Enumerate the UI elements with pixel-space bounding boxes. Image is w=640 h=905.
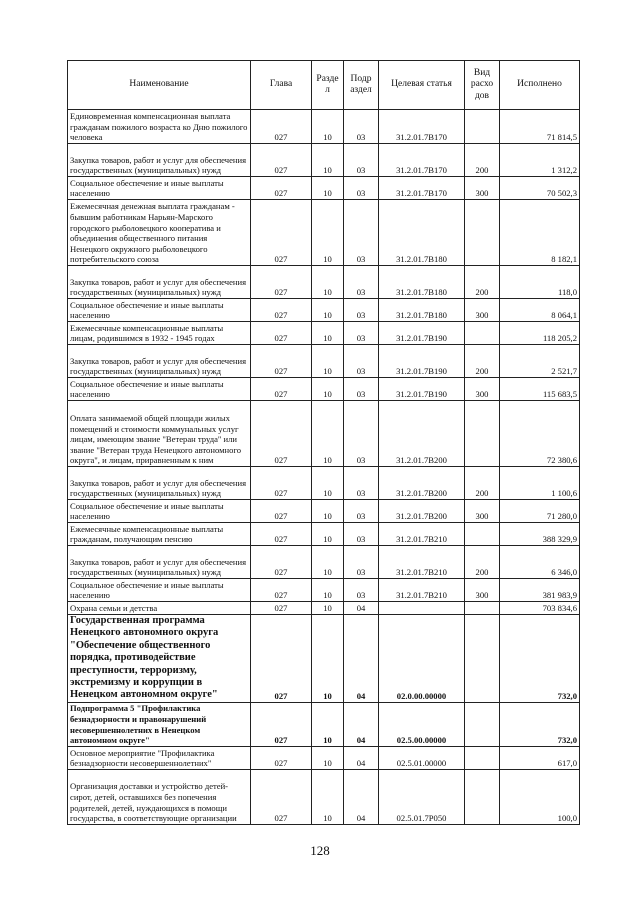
row-target: 31.2.01.7В190 [379,345,465,378]
row-name: Социальное обеспечение и иные выплаты населению [68,500,251,523]
table-row [68,177,580,200]
row-glava: 027 [251,401,312,467]
row-podrazdel: 03 [344,322,379,345]
row-name: Закупка товаров, работ и услуг для обеспечения государственных (муниципальных) нужд [68,144,251,177]
row-target [379,602,465,615]
row-vid [465,322,500,345]
row-glava: 027 [251,615,312,703]
row-sum: 71 280,0 [500,500,580,523]
row-glava: 027 [251,299,312,322]
row-vid [465,769,500,824]
row-glava: 027 [251,500,312,523]
row-podrazdel: 03 [344,177,379,200]
row-name: Закупка товаров, работ и услуг для обеспечения государственных (муниципальных) нужд [68,546,251,579]
row-sum: 8 182,1 [500,200,580,266]
row-razdel: 10 [312,615,344,703]
row-podrazdel: 03 [344,345,379,378]
table-row [68,746,580,769]
row-name: Социальное обеспечение и иные выплаты населению [68,378,251,401]
row-name: Ежемесячная денежная выплата гражданам - бывшим работникам Нарьян-Марского городского рыболовецкого кооператива и объединения общественного питания Ненецкого окружного рыболовецкого потребительского союза [68,200,251,266]
row-vid: 200 [465,345,500,378]
row-target: 02.5.01.00000 [379,746,465,769]
table-row [68,322,580,345]
row-podrazdel: 04 [344,615,379,703]
row-target: 31.2.01.7В180 [379,200,465,266]
row-podrazdel: 03 [344,266,379,299]
row-podrazdel: 03 [344,523,379,546]
row-target: 31.2.01.7В200 [379,467,465,500]
row-podrazdel: 03 [344,467,379,500]
header-target: Целевая статья [379,61,465,110]
table-row [68,401,580,467]
table-row [68,144,580,177]
row-podrazdel: 03 [344,110,379,144]
table-row [68,579,580,602]
row-glava: 027 [251,322,312,345]
row-razdel: 10 [312,378,344,401]
header-glava: Глава [251,61,312,110]
row-vid: 200 [465,467,500,500]
row-podrazdel: 03 [344,144,379,177]
table-row [68,500,580,523]
row-razdel: 10 [312,177,344,200]
row-target: 31.2.01.7В170 [379,110,465,144]
row-vid [465,401,500,467]
row-sum: 72 380,6 [500,401,580,467]
row-vid: 300 [465,579,500,602]
row-glava: 027 [251,200,312,266]
row-sum: 703 834,6 [500,602,580,615]
row-vid: 300 [465,378,500,401]
row-sum: 118 205,2 [500,322,580,345]
row-vid: 300 [465,299,500,322]
row-target: 31.2.01.7В190 [379,322,465,345]
row-podrazdel: 03 [344,200,379,266]
table-row [68,769,580,824]
row-razdel: 10 [312,110,344,144]
row-target: 02.5.00.00000 [379,702,465,746]
table-row [68,602,580,615]
row-vid [465,615,500,703]
table-row [68,702,580,746]
row-glava: 027 [251,546,312,579]
row-podrazdel: 03 [344,579,379,602]
table-row [68,467,580,500]
row-target: 31.2.01.7В170 [379,144,465,177]
row-name: Государственная программа Ненецкого автономного округа "Обеспечение общественного порядка, противодействие преступности, терроризму, экстремизму и коррупции в Ненецком автономном округе" [68,615,251,703]
row-razdel: 10 [312,266,344,299]
row-sum: 8 064,1 [500,299,580,322]
row-sum: 71 814,5 [500,110,580,144]
row-name: Основное мероприятие "Профилактика безнадзорности несовершеннолетних" [68,746,251,769]
row-glava: 027 [251,702,312,746]
header-sum: Исполнено [500,61,580,110]
row-sum: 732,0 [500,615,580,703]
table-row [68,615,580,703]
table-row [68,266,580,299]
row-glava: 027 [251,769,312,824]
row-podrazdel: 03 [344,500,379,523]
row-podrazdel: 03 [344,546,379,579]
row-target: 31.2.01.7В170 [379,177,465,200]
row-sum: 115 683,5 [500,378,580,401]
row-target: 02.0.00.00000 [379,615,465,703]
table-row [68,299,580,322]
table-row [68,110,580,144]
row-sum: 100,0 [500,769,580,824]
row-sum: 732,0 [500,702,580,746]
row-vid [465,523,500,546]
budget-table [67,60,580,825]
row-razdel: 10 [312,702,344,746]
row-glava: 027 [251,110,312,144]
row-vid: 300 [465,500,500,523]
row-target: 02.5.01.7Р050 [379,769,465,824]
row-razdel: 10 [312,579,344,602]
row-vid [465,702,500,746]
row-glava: 027 [251,467,312,500]
row-razdel: 10 [312,299,344,322]
row-name: Ежемесячные компенсационные выплаты гражданам, получающим пенсию [68,523,251,546]
row-target: 31.2.01.7В190 [379,378,465,401]
row-sum: 1 100,6 [500,467,580,500]
row-vid: 300 [465,177,500,200]
row-name: Подпрограмма 5 "Профилактика безнадзорности и правонарушений несовершеннолетних в Ненецком автономном округе" [68,702,251,746]
row-glava: 027 [251,746,312,769]
row-name: Охрана семьи и детства [68,602,251,615]
row-razdel: 10 [312,144,344,177]
row-podrazdel: 04 [344,769,379,824]
row-sum: 617,0 [500,746,580,769]
row-razdel: 10 [312,401,344,467]
row-name: Закупка товаров, работ и услуг для обеспечения государственных (муниципальных) нужд [68,266,251,299]
row-glava: 027 [251,266,312,299]
row-razdel: 10 [312,322,344,345]
page-number: 128 [310,843,330,858]
row-name: Закупка товаров, работ и услуг для обеспечения государственных (муниципальных) нужд [68,345,251,378]
row-target: 31.2.01.7В200 [379,401,465,467]
table-row [68,378,580,401]
row-vid: 200 [465,546,500,579]
row-podrazdel: 03 [344,378,379,401]
row-target: 31.2.01.7В200 [379,500,465,523]
row-razdel: 10 [312,345,344,378]
row-razdel: 10 [312,746,344,769]
row-podrazdel: 03 [344,299,379,322]
row-glava: 027 [251,177,312,200]
row-target: 31.2.01.7В180 [379,266,465,299]
row-razdel: 10 [312,523,344,546]
row-name: Социальное обеспечение и иные выплаты населению [68,299,251,322]
row-sum: 388 329,9 [500,523,580,546]
row-glava: 027 [251,345,312,378]
row-target: 31.2.01.7В210 [379,546,465,579]
row-glava: 027 [251,378,312,401]
row-sum: 118,0 [500,266,580,299]
row-vid [465,602,500,615]
row-razdel: 10 [312,602,344,615]
row-razdel: 10 [312,500,344,523]
row-sum: 70 502,3 [500,177,580,200]
table-row [68,523,580,546]
header-name: Наименование [68,61,251,110]
header-row [68,61,580,110]
row-name: Закупка товаров, работ и услуг для обеспечения государственных (муниципальных) нужд [68,467,251,500]
table-row [68,345,580,378]
row-vid: 200 [465,144,500,177]
row-name: Оплата занимаемой общей площади жилых помещений и стоимости коммунальных услуг лицам, имеющим звание "Ветеран труда" или звание "Ветеран труда Ненецкого автономного округа", и лицам, приравненным к ним [68,401,251,467]
row-vid [465,746,500,769]
row-razdel: 10 [312,467,344,500]
row-razdel: 10 [312,200,344,266]
row-podrazdel: 04 [344,702,379,746]
row-sum: 381 983,9 [500,579,580,602]
row-podrazdel: 04 [344,602,379,615]
row-name: Социальное обеспечение и иные выплаты населению [68,579,251,602]
row-vid [465,200,500,266]
row-razdel: 10 [312,546,344,579]
row-glava: 027 [251,579,312,602]
row-podrazdel: 03 [344,401,379,467]
row-glava: 027 [251,144,312,177]
header-vid: Вид расхо дов [465,61,500,110]
row-glava: 027 [251,602,312,615]
row-podrazdel: 04 [344,746,379,769]
row-target: 31.2.01.7В210 [379,523,465,546]
row-name: Социальное обеспечение и иные выплаты населению [68,177,251,200]
row-target: 31.2.01.7В180 [379,299,465,322]
header-podrazdel: Подр аздел [344,61,379,110]
row-glava: 027 [251,523,312,546]
row-name: Организация доставки и устройство детей-сирот, детей, оставшихся без попечения родителей, детей, нуждающихся в помощи государства, в соответствующие организации [68,769,251,824]
row-vid [465,110,500,144]
row-name: Ежемесячные компенсационные выплаты лицам, родившимся в 1932 - 1945 годах [68,322,251,345]
row-sum: 1 312,2 [500,144,580,177]
header-razdel: Разде л [312,61,344,110]
row-sum: 2 521,7 [500,345,580,378]
row-sum: 6 346,0 [500,546,580,579]
table-row [68,200,580,266]
row-razdel: 10 [312,769,344,824]
row-name: Единовременная компенсационная выплата гражданам пожилого возраста ко Дню пожилого человека [68,110,251,144]
table-row [68,546,580,579]
row-target: 31.2.01.7В210 [379,579,465,602]
row-vid: 200 [465,266,500,299]
